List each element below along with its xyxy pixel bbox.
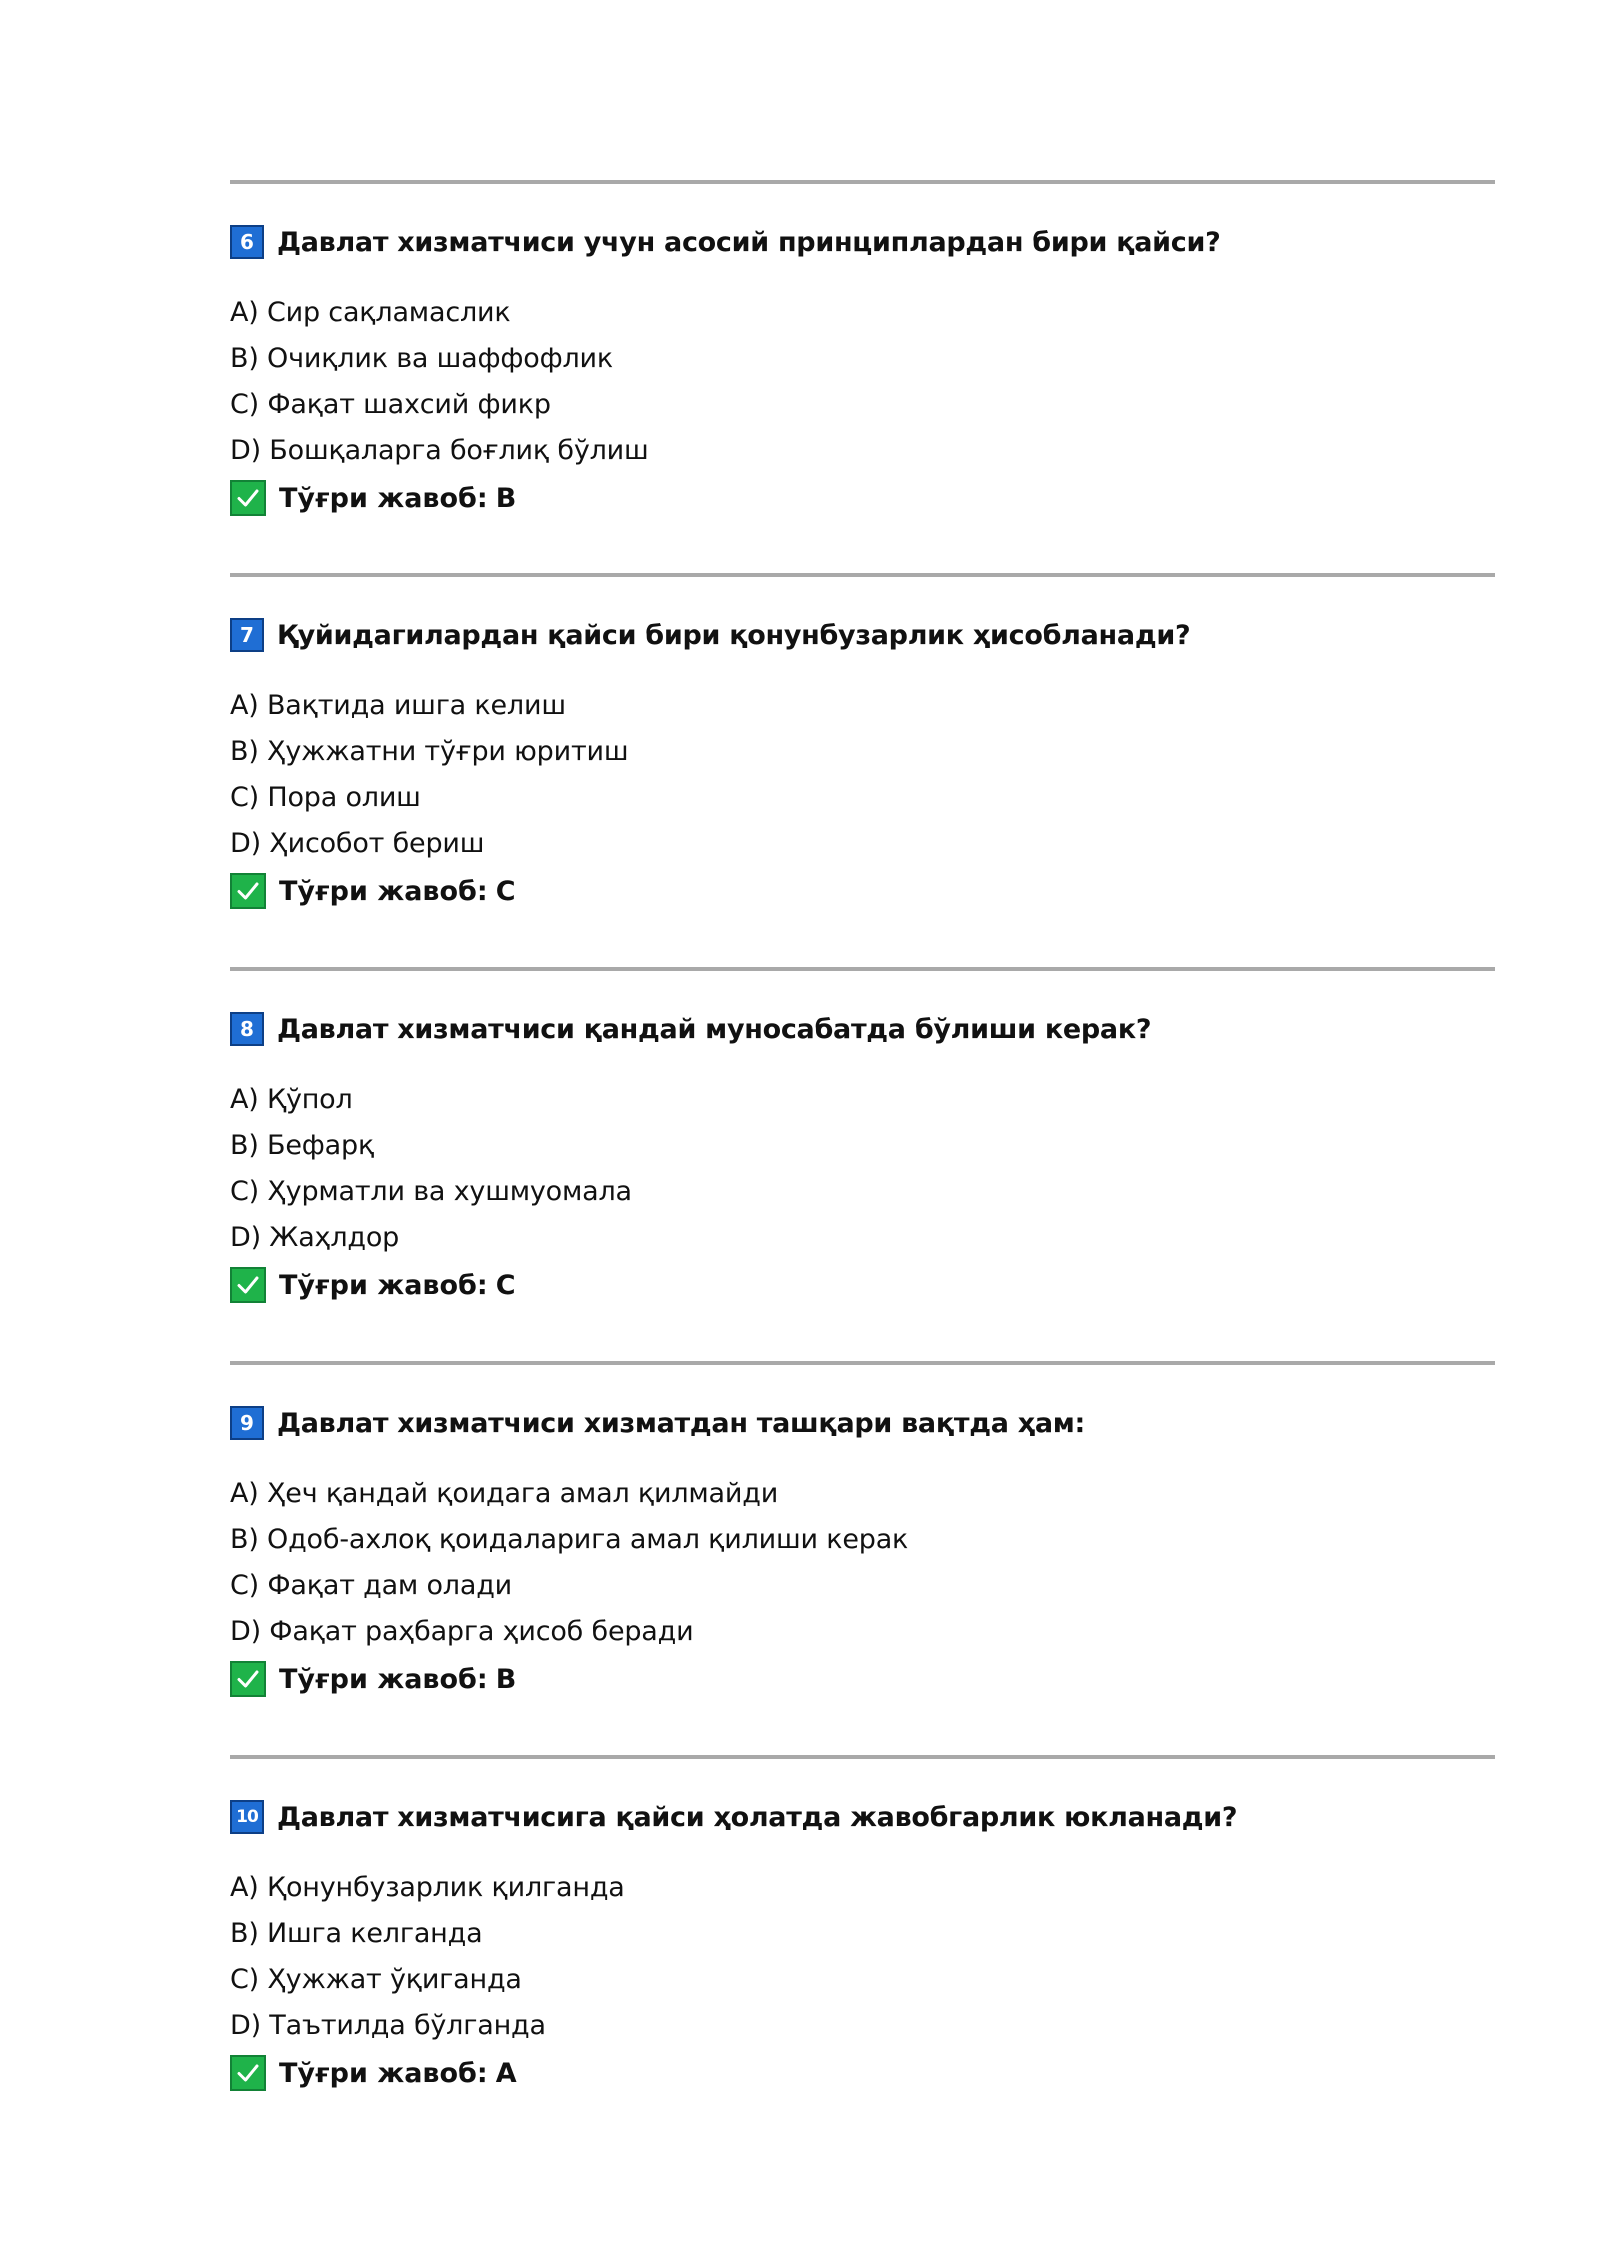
question-heading	[230, 1797, 1237, 1837]
answer-label: Тўғри жавоб:	[279, 482, 488, 514]
question-heading	[230, 222, 1220, 262]
section-divider	[230, 967, 1495, 971]
answer-value: C	[495, 1269, 516, 1301]
number-badge-icon: 10	[230, 1800, 264, 1834]
section-divider	[230, 180, 1495, 184]
option-d: D) Бошқаларга боғлиқ бўлиш	[230, 435, 649, 466]
option-list	[230, 683, 628, 867]
number-badge-icon: 7	[230, 618, 264, 652]
option-d: D) Жаҳлдор	[230, 1222, 400, 1253]
answer-label: Тўғри жавоб:	[279, 2057, 488, 2089]
question-block-10	[230, 1755, 1495, 2151]
question-heading	[230, 1403, 1085, 1443]
option-c: C) Ҳужжат ўқиганда	[230, 1964, 522, 1995]
question-text: Давлат хизматчисига қайси ҳолатда жавобгарлик юкланади?	[277, 1801, 1238, 1833]
option-list	[230, 1077, 632, 1261]
section-divider	[230, 1755, 1495, 1759]
question-block-7	[230, 573, 1495, 969]
correct-answer	[230, 478, 516, 518]
answer-label: Тўғри жавоб:	[279, 875, 488, 907]
correct-answer	[230, 871, 516, 911]
option-list	[230, 1865, 625, 2049]
option-a: A) Сир сақламаслик	[230, 297, 511, 328]
question-block-6	[230, 180, 1495, 576]
option-a: A) Вақтида ишга келиш	[230, 690, 566, 721]
option-d: D) Таътилда бўлганда	[230, 2010, 546, 2041]
answer-label: Тўғри жавоб:	[279, 1269, 488, 1301]
option-a: A) Қўпол	[230, 1084, 353, 1115]
question-text: Давлат хизматчиси қандай муносабатда бўлиши керак?	[277, 1013, 1152, 1045]
option-list	[230, 290, 649, 474]
number-badge-icon: 8	[230, 1012, 264, 1046]
number-badge-icon: 9	[230, 1406, 264, 1440]
option-b: B) Одоб-ахлоқ қоидаларига амал қилиши керак	[230, 1524, 909, 1555]
check-mark-icon	[230, 480, 266, 516]
answer-value: A	[495, 2057, 517, 2089]
option-b: B) Ишга келганда	[230, 1918, 483, 1949]
option-c: C) Пора олиш	[230, 782, 421, 813]
option-b: B) Очиқлик ва шаффофлик	[230, 343, 613, 374]
option-a: A) Ҳеч қандай қоидага амал қилмайди	[230, 1478, 779, 1509]
option-list	[230, 1471, 908, 1655]
option-d: D) Ҳисобот бериш	[230, 828, 485, 859]
section-divider	[230, 1361, 1495, 1365]
question-heading	[230, 1009, 1151, 1049]
question-heading	[230, 615, 1190, 655]
number-badge-icon: 6	[230, 225, 264, 259]
correct-answer	[230, 1265, 516, 1305]
option-b: B) Ҳужжатни тўғри юритиш	[230, 736, 629, 767]
check-mark-icon	[230, 1267, 266, 1303]
option-c: C) Фақат шахсий фикр	[230, 389, 551, 420]
check-mark-icon	[230, 873, 266, 909]
check-mark-icon	[230, 1661, 266, 1697]
option-c: C) Ҳурматли ва хушмуомала	[230, 1176, 632, 1207]
answer-value: B	[495, 482, 517, 514]
option-c: C) Фақат дам олади	[230, 1570, 513, 1601]
section-divider	[230, 573, 1495, 577]
question-text: Қуйидагилардан қайси бири қонунбузарлик ҳисобланади?	[277, 619, 1191, 651]
answer-value: C	[495, 875, 516, 907]
check-mark-icon	[230, 2055, 266, 2091]
correct-answer	[230, 1659, 516, 1699]
question-block-8	[230, 967, 1495, 1363]
option-a: A) Қонунбузарлик қилганда	[230, 1872, 625, 1903]
correct-answer	[230, 2053, 517, 2093]
question-block-9	[230, 1361, 1495, 1757]
answer-label: Тўғри жавоб:	[279, 1663, 488, 1695]
question-text: Давлат хизматчиси учун асосий принциплардан бири қайси?	[277, 226, 1221, 258]
answer-value: B	[495, 1663, 517, 1695]
question-text: Давлат хизматчиси хизматдан ташқари вақтда ҳам:	[277, 1407, 1086, 1439]
option-b: B) Бефарқ	[230, 1130, 375, 1161]
option-d: D) Фақат раҳбарга ҳисоб беради	[230, 1616, 694, 1647]
